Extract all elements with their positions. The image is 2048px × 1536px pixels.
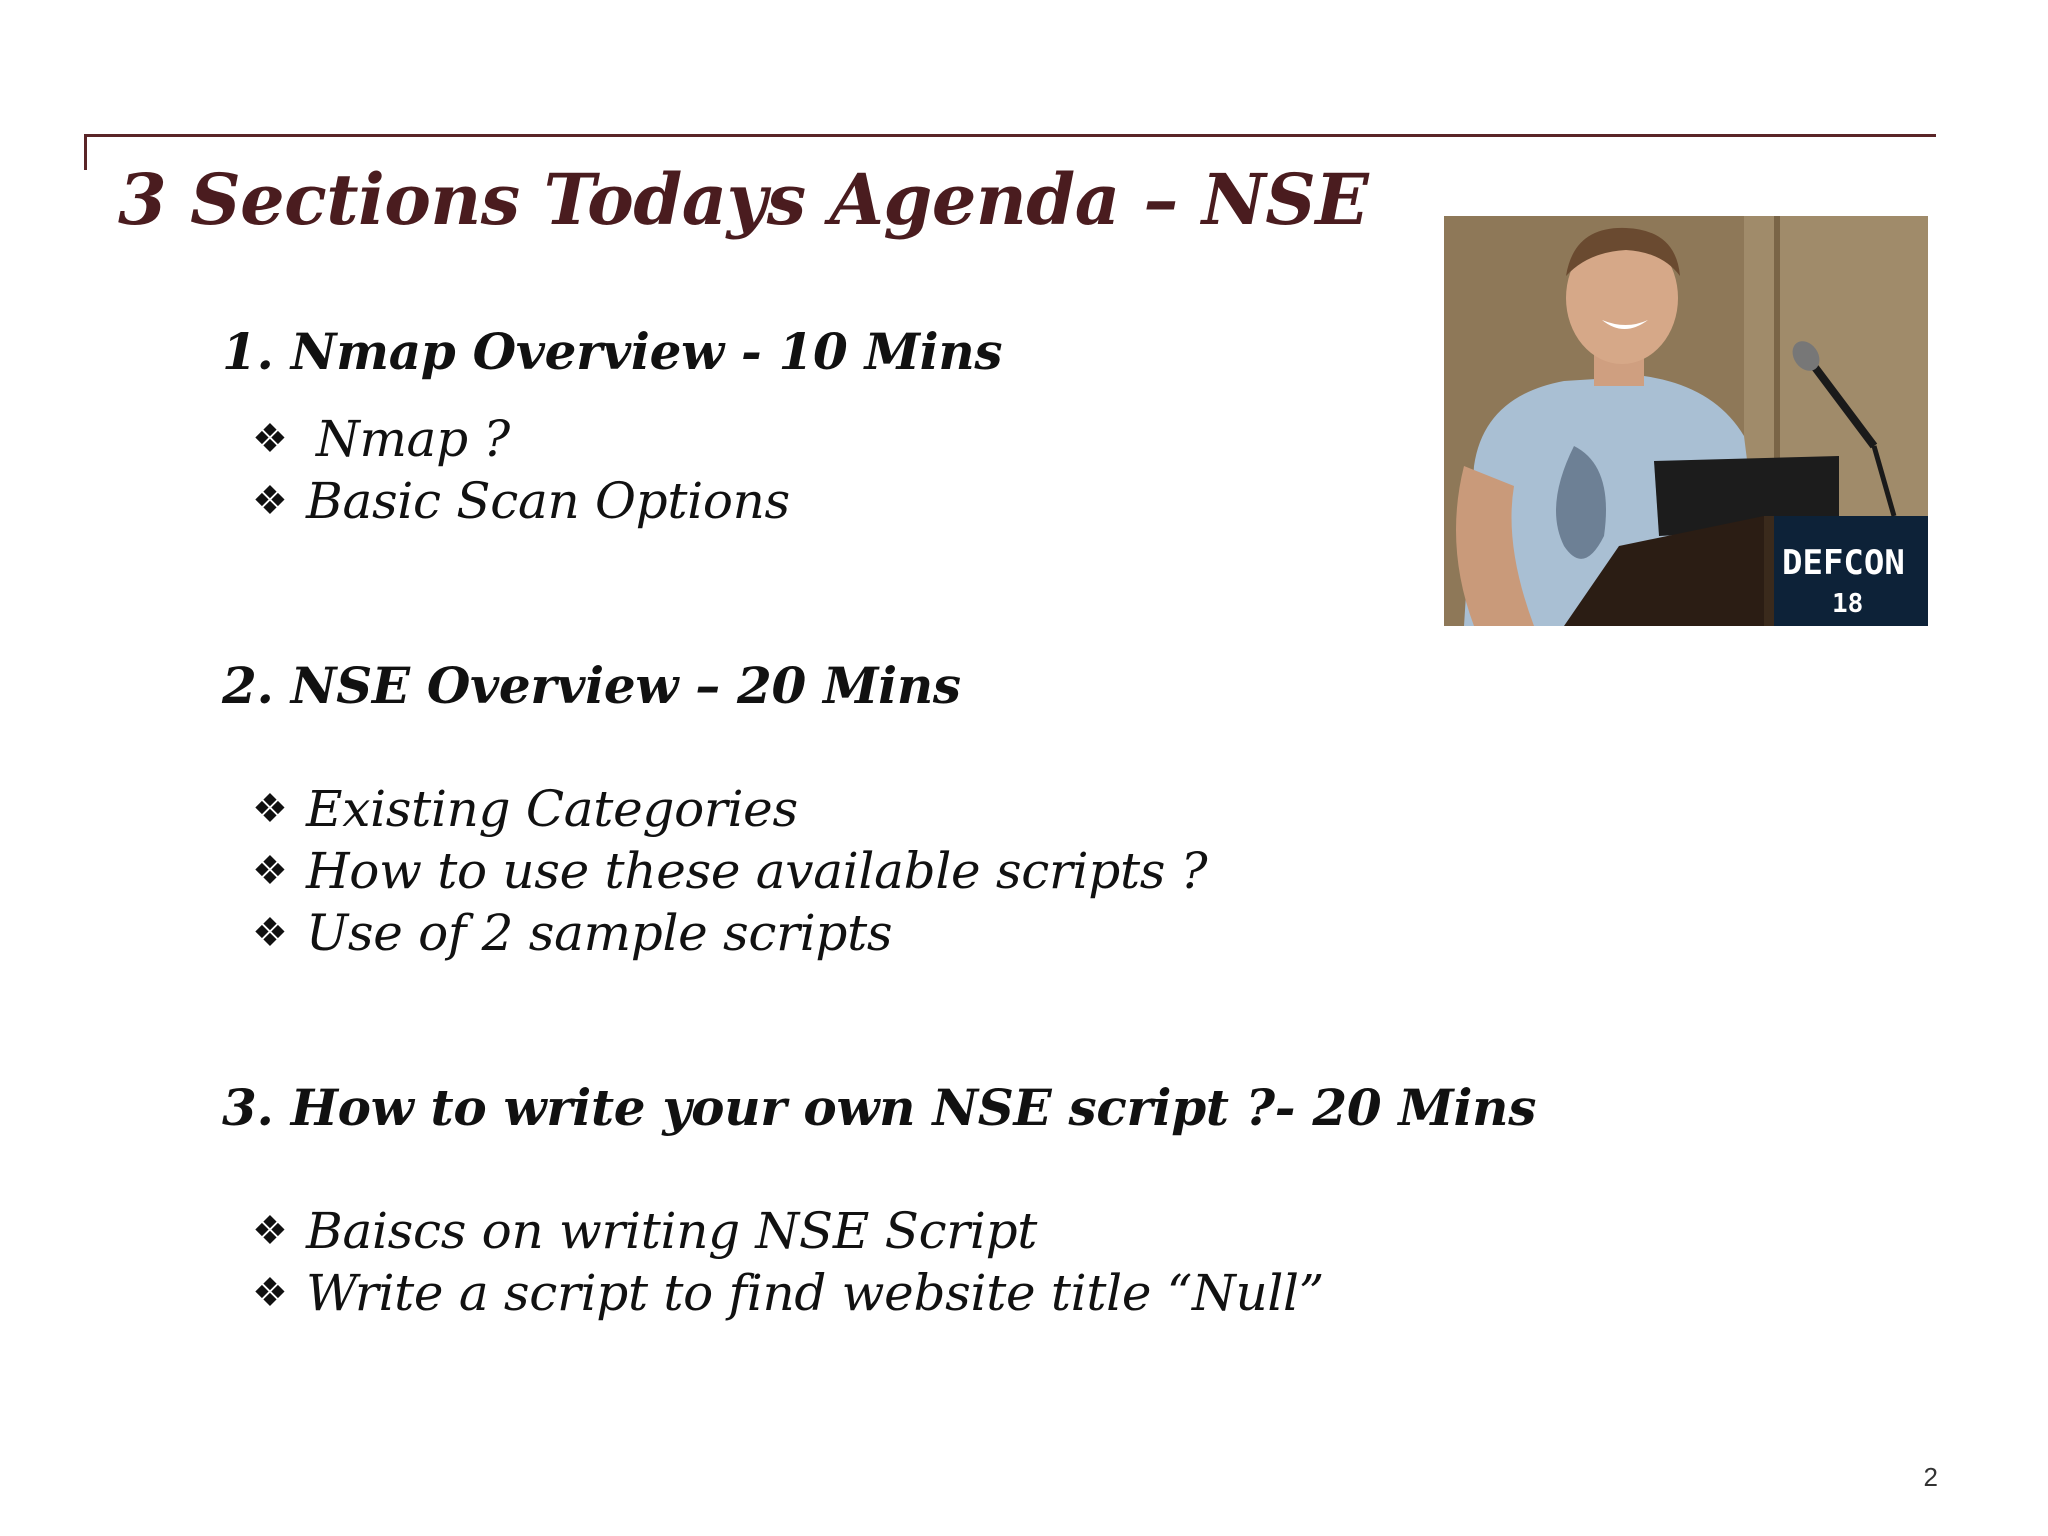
bullet-item — [252, 470, 790, 532]
bullet-text: Nmap ? — [316, 410, 510, 468]
diamond-bullet-icon: ❖ — [252, 478, 288, 524]
bullet-item — [252, 840, 1207, 902]
defcon-logo-number: 18 — [1832, 589, 1864, 619]
slide-title: 3 Sections Todays Agenda – NSE — [118, 158, 1369, 241]
diamond-bullet-icon: ❖ — [252, 1208, 288, 1254]
section-heading-2: 2. NSE Overview – 20 Mins — [222, 656, 961, 715]
section-2-bullets — [252, 778, 1207, 964]
bullet-item — [252, 408, 790, 470]
bullet-text: Baiscs on writing NSE Script — [306, 1202, 1038, 1260]
diamond-bullet-icon: ❖ — [252, 786, 288, 832]
defcon-logo-text: DEFCON — [1782, 543, 1905, 583]
page-number: 2 — [1923, 1462, 1938, 1492]
bullet-text: How to use these available scripts ? — [306, 842, 1208, 900]
title-divider-tick — [84, 134, 87, 170]
title-divider — [84, 134, 1936, 137]
bullet-item — [252, 1200, 1324, 1262]
speaker-photo — [1444, 216, 1928, 626]
section-heading-3: 3. How to write your own NSE script ?- 20 Mins — [222, 1078, 1537, 1137]
bullet-text: Basic Scan Options — [306, 472, 790, 530]
section-1-bullets — [252, 408, 790, 532]
bullet-item — [252, 902, 1207, 964]
bullet-text: Write a script to find website title “Null” — [306, 1264, 1324, 1322]
bullet-item — [252, 1262, 1324, 1324]
diamond-bullet-icon: ❖ — [252, 1270, 288, 1316]
bullet-text: Existing Categories — [306, 780, 798, 838]
section-3-bullets — [252, 1200, 1324, 1324]
section-heading-1: 1. Nmap Overview - 10 Mins — [222, 322, 1003, 381]
diamond-bullet-icon: ❖ — [252, 848, 288, 894]
bullet-item — [252, 778, 1207, 840]
speaker-photo-illustration — [1444, 216, 1928, 626]
diamond-bullet-icon: ❖ — [252, 416, 288, 462]
diamond-bullet-icon: ❖ — [252, 910, 288, 956]
bullet-text: Use of 2 sample scripts — [306, 904, 893, 962]
